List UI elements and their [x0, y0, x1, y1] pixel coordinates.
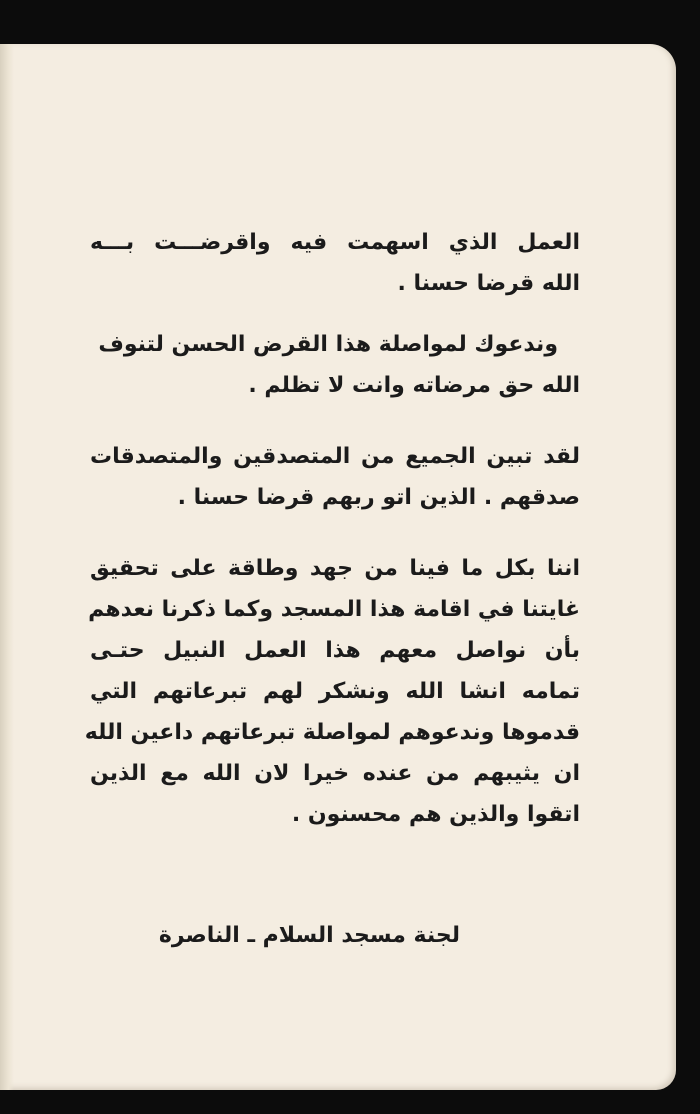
text-line: الله قرضا حسنا .: [397, 271, 580, 296]
text-line: الله حق مرضاته وانت لا تظلم .: [248, 373, 580, 398]
page-binding-edge: [0, 44, 14, 1090]
paragraph: [90, 222, 580, 304]
text-line: لقد تبين الجميع من المتصدقين والمتصدقات: [90, 444, 580, 469]
text-line: وندعوك لمواصلة هذا القرض الحسن لتنوف: [98, 332, 558, 357]
text-line: غايتنا في اقامة هذا المسجد وكما ذكرنا نعدهم: [88, 597, 580, 622]
text-line: بأن نواصل معهم هذا العمل النبيل حتـى: [90, 638, 580, 663]
paragraph: [90, 436, 580, 518]
body-text: [84, 222, 580, 835]
text-line: العمل الذي اسهمت فيه واقرضـــت بـــه: [90, 230, 580, 255]
text-line: اننا بكل ما فينا من جهد وطاقة على تحقيق: [90, 556, 580, 581]
paragraph: [84, 548, 580, 835]
signature-line: لجنة مسجد السلام ـ الناصرة: [158, 923, 460, 948]
text-line: تمامه انشا الله ونشكر لهم تبرعاتهم التي: [90, 679, 580, 704]
paragraph: [90, 324, 580, 406]
text-line: ان يثيبهم من عنده خيرا لان الله مع الذين: [90, 761, 580, 786]
text-line: صدقهم . الذين اتو ربهم قرضا حسنا .: [177, 485, 580, 510]
text-line: قدموها وندعوهم لمواصلة تبرعاتهم داعين الله: [84, 720, 580, 745]
text-line: اتقوا والذين هم محسنون .: [291, 802, 580, 827]
